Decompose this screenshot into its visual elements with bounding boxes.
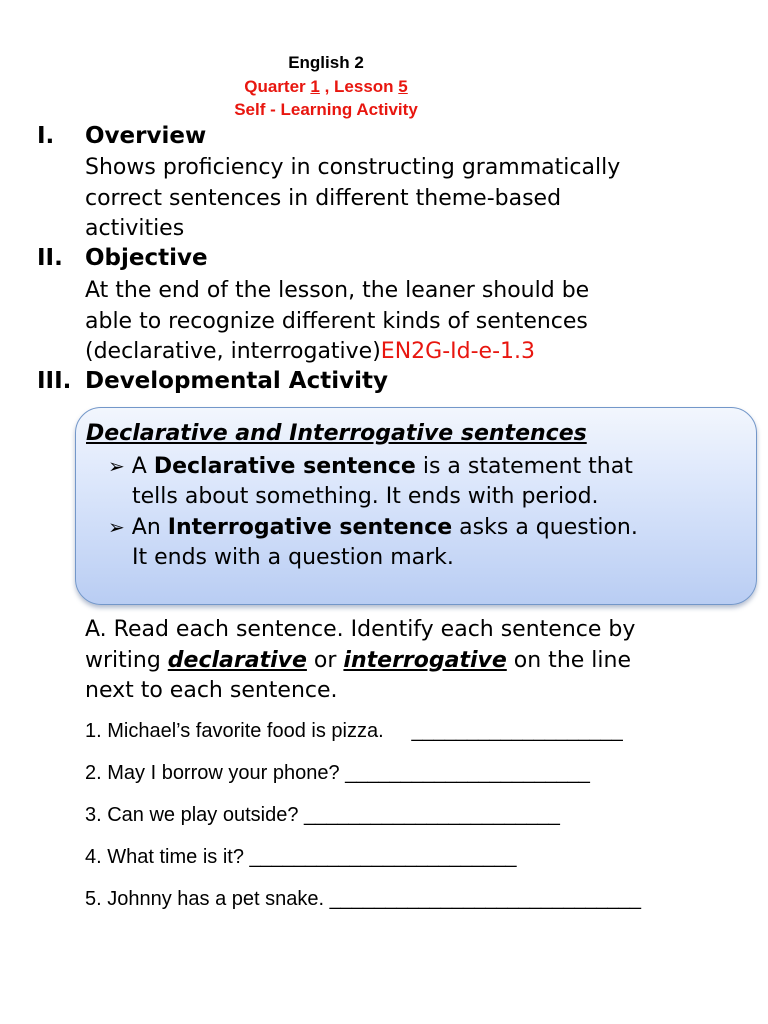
instructions-line bbox=[85, 646, 635, 677]
bullet-interrogative bbox=[108, 512, 638, 573]
bullet-pre: An bbox=[131, 515, 168, 540]
objective-text bbox=[85, 276, 589, 368]
bullet-line2: It ends with a question mark. bbox=[132, 545, 454, 570]
instructions-or: or bbox=[306, 647, 344, 673]
keyword-declarative: declarative bbox=[167, 647, 307, 673]
bullet-line2: tells about something. It ends with period. bbox=[132, 484, 599, 509]
objective-line: able to recognize different kinds of sentences bbox=[85, 308, 588, 334]
quarter-label: Quarter bbox=[244, 77, 311, 96]
objective-line-last bbox=[85, 337, 589, 368]
objective-kinds: (declarative, interrogative) bbox=[85, 339, 381, 364]
exercise-item-3[interactable]: 3. Can we play outside? _______________________ bbox=[85, 804, 560, 826]
course-title: English 2 bbox=[288, 53, 364, 72]
lesson-number: 5 bbox=[398, 77, 408, 96]
instructions-text: on the line bbox=[506, 647, 631, 673]
bullet-term: Declarative sentence bbox=[153, 454, 416, 479]
overview-numeral: I. bbox=[37, 123, 55, 149]
bullet-post: is a statement that bbox=[415, 454, 633, 479]
instructions bbox=[85, 615, 635, 707]
instructions-line: next to each sentence. bbox=[85, 678, 338, 703]
exercise-item-4[interactable]: 4. What time is it? ________________________ bbox=[85, 846, 517, 868]
exercise-item-2[interactable]: 2. May I borrow your phone? ______________________ bbox=[85, 762, 590, 784]
competency-code: EN2G-Id-e-1.3 bbox=[380, 339, 535, 364]
exercise-item-1[interactable]: 1. Michael’s favorite food is pizza. ___________________ bbox=[85, 720, 623, 742]
activity-title: Self - Learning Activity bbox=[234, 100, 418, 119]
overview-line: correct sentences in different theme-based bbox=[85, 185, 562, 211]
arrowhead-bullet-icon: ➢ bbox=[108, 515, 125, 539]
instructions-line: A. Read each sentence. Identify each sentence by bbox=[85, 617, 636, 642]
overview-text bbox=[85, 153, 620, 245]
overview-line: activities bbox=[85, 216, 185, 241]
objective-numeral: II. bbox=[37, 245, 63, 271]
quarter-number: 1 bbox=[310, 77, 320, 96]
box-title: Declarative and Interrogative sentences bbox=[86, 421, 587, 446]
keyword-interrogative: interrogative bbox=[343, 647, 507, 673]
bullet-post: asks a question. bbox=[452, 515, 638, 540]
developmental-heading: Developmental Activity bbox=[85, 368, 388, 394]
quarter-lesson bbox=[0, 77, 652, 97]
objective-heading: Objective bbox=[85, 245, 208, 271]
bullet-pre: A bbox=[131, 454, 154, 479]
overview-heading: Overview bbox=[85, 123, 207, 149]
exercise-item-5[interactable]: 5. Johnny has a pet snake. ____________________________ bbox=[85, 888, 642, 910]
arrowhead-bullet-icon: ➢ bbox=[108, 454, 125, 478]
overview-line: Shows proficiency in constructing grammatically bbox=[85, 155, 621, 180]
objective-line: At the end of the lesson, the leaner should be bbox=[85, 278, 590, 303]
instructions-text: writing bbox=[85, 647, 168, 673]
bullet-term: Interrogative sentence bbox=[167, 515, 453, 540]
bullet-declarative bbox=[108, 451, 633, 512]
developmental-numeral: III. bbox=[37, 368, 72, 394]
lesson-label: , Lesson bbox=[319, 77, 399, 96]
